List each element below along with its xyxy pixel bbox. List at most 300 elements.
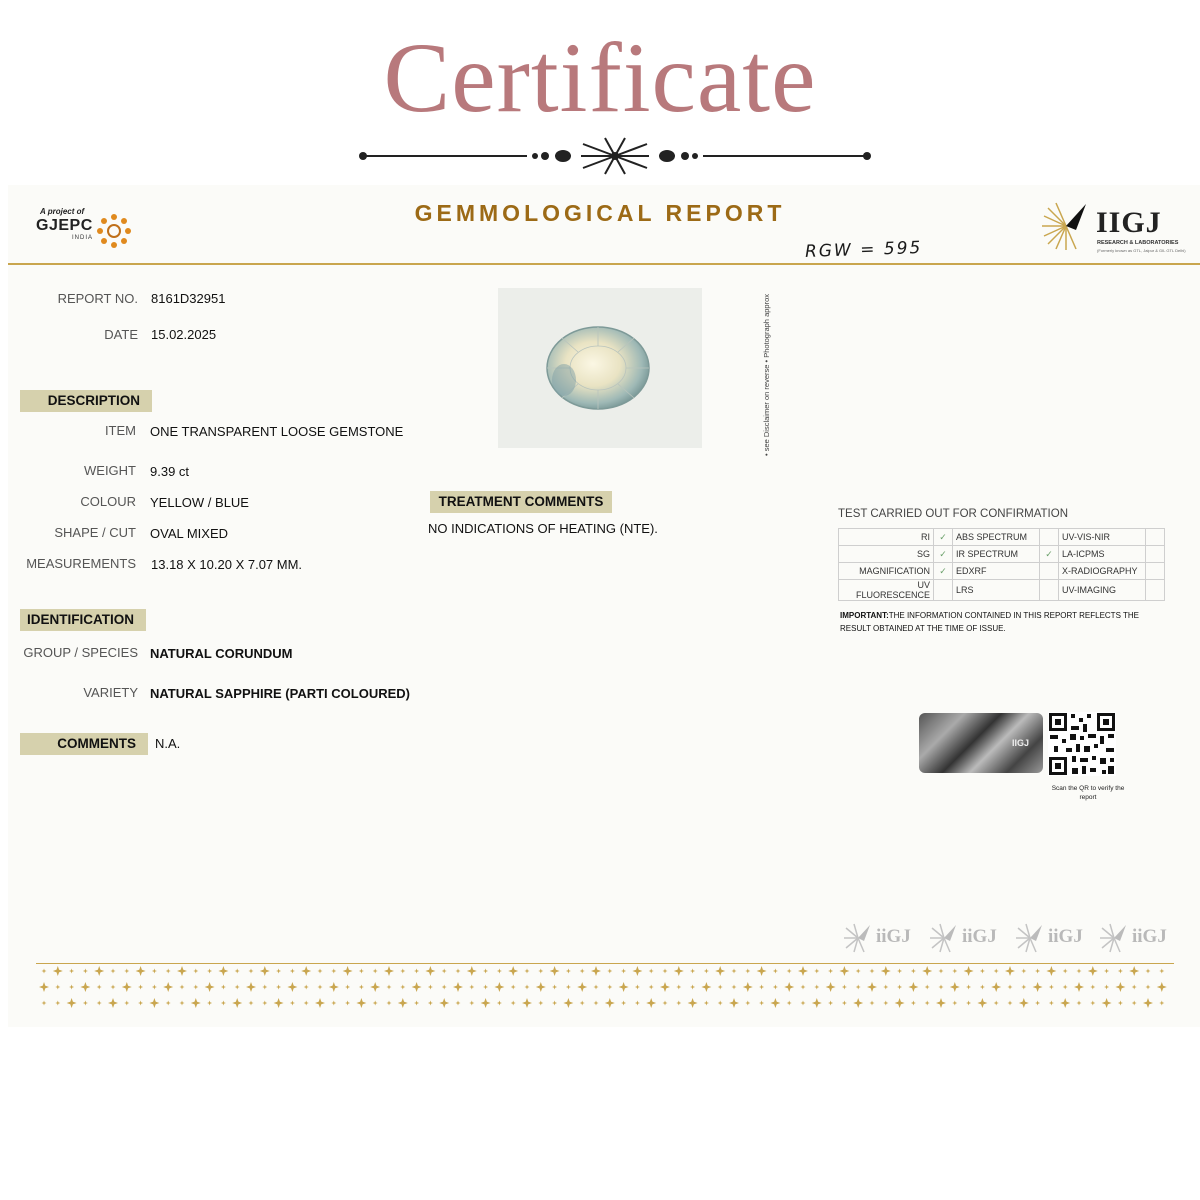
star-ornament [552, 1001, 557, 1006]
star-ornament [1104, 969, 1109, 974]
star-ornament [453, 982, 463, 992]
star-ornament [55, 1001, 60, 1006]
gemstone-photo-frame [498, 288, 702, 448]
star-ornament [826, 982, 836, 992]
star-ornament [494, 982, 504, 992]
star-ornament [69, 985, 74, 990]
star-ornament [1074, 982, 1084, 992]
star-ornament [163, 982, 173, 992]
star-ornament [456, 1001, 461, 1006]
test-name: MAGNIFICATION [839, 563, 934, 580]
star-ornament [745, 969, 750, 974]
watermark-text: iiGJ [1132, 926, 1167, 947]
star-ornament [649, 969, 654, 974]
star-ornament [1046, 966, 1056, 976]
qr-code[interactable] [1048, 712, 1116, 776]
star-ornament [152, 985, 157, 990]
star-ornament [1132, 985, 1137, 990]
star-ornament [345, 1001, 350, 1006]
identification-heading: IDENTIFICATION [20, 609, 146, 631]
test-name: LA-ICPMS [1059, 546, 1146, 563]
star-ornament [249, 1001, 254, 1006]
star-ornament [897, 985, 902, 990]
tests-row [839, 563, 1165, 580]
star-ornament [467, 966, 477, 976]
star-ornament [663, 1001, 668, 1006]
star-ornament [39, 982, 49, 992]
star-ornament [856, 985, 861, 990]
star-ornament [412, 982, 422, 992]
star-ornament [1118, 969, 1123, 974]
star-ornament [193, 969, 198, 974]
star-ornament [287, 982, 297, 992]
star-ornament [232, 998, 242, 1008]
star-ornament [1005, 966, 1015, 976]
star-ornament [1132, 1001, 1137, 1006]
watermark-logo [1014, 922, 1092, 956]
star-ornament [1019, 998, 1029, 1008]
group-species-value: NATURAL CORUNDUM [150, 646, 293, 661]
star-ornament [897, 969, 902, 974]
iigj-former-name: (Formerly known as GTL, Jaipur & GIL GTL Delhi) [1097, 248, 1186, 253]
star-ornament [108, 998, 118, 1008]
star-ornament [704, 1001, 709, 1006]
star-ornament [621, 969, 626, 974]
star-ornament [715, 966, 725, 976]
star-ornament [870, 1001, 875, 1006]
star-ornament [442, 969, 447, 974]
star-ornament [925, 1001, 930, 1006]
star-ornament [538, 1001, 543, 1006]
star-ornament [1088, 966, 1098, 976]
star-ornament [550, 966, 560, 976]
star-ornament [607, 969, 612, 974]
star-ornament [690, 969, 695, 974]
star-ornament [787, 969, 792, 974]
star-ornament [262, 985, 267, 990]
star-ornament [952, 1001, 957, 1006]
star-ornament [1049, 985, 1054, 990]
star-ornament [980, 985, 985, 990]
test-name: UV FLUORESCENCE [839, 580, 934, 601]
star-ornament [759, 1001, 764, 1006]
star-ornament [329, 982, 339, 992]
treatment-value: NO INDICATIONS OF HEATING (NTE). [428, 521, 658, 536]
star-ornament [442, 985, 447, 990]
test-name: EDXRF [953, 563, 1040, 580]
treatment-heading: TREATMENT COMMENTS [430, 491, 612, 513]
star-ornament [895, 998, 905, 1008]
star-ornament [1049, 1001, 1054, 1006]
star-ornament [414, 969, 419, 974]
star-ornament [235, 985, 240, 990]
test-name: X-RADIOGRAPHY [1059, 563, 1146, 580]
star-ornament [42, 969, 47, 974]
star-ornament [400, 969, 405, 974]
star-ornament [80, 982, 90, 992]
star-ornament [660, 982, 670, 992]
star-ornament [649, 985, 654, 990]
star-ornament [425, 966, 435, 976]
star-ornament [400, 985, 405, 990]
star-ornament [83, 1001, 88, 1006]
star-ornament [414, 1001, 419, 1006]
star-ornament [111, 985, 116, 990]
star-ornament [812, 998, 822, 1008]
star-ornament [1008, 985, 1013, 990]
star-ornament [994, 969, 999, 974]
star-ornament [966, 1001, 971, 1006]
star-ornament [801, 985, 806, 990]
star-ornament [883, 1001, 888, 1006]
colour-value: YELLOW / BLUE [150, 495, 249, 510]
star-ornament [1090, 1001, 1095, 1006]
star-ornament [304, 985, 309, 990]
star-ornament [398, 998, 408, 1008]
colour-label: COLOUR [80, 494, 136, 509]
star-ornament [331, 969, 336, 974]
star-ornament [1118, 1001, 1123, 1006]
variety-label: VARIETY [83, 685, 138, 700]
star-ornament [387, 1001, 392, 1006]
star-ornament [939, 985, 944, 990]
star-ornament [619, 982, 629, 992]
star-ornament [594, 985, 599, 990]
star-ornament [508, 966, 518, 976]
star-ornament [246, 982, 256, 992]
star-ornament [221, 1001, 226, 1006]
footer-divider [36, 963, 1174, 964]
star-ornament [980, 969, 985, 974]
star-ornament [676, 1001, 681, 1006]
date-label: DATE [104, 327, 138, 342]
star-ornament [635, 985, 640, 990]
star-ornament [359, 969, 364, 974]
star-ornament [136, 966, 146, 976]
star-ornament [718, 985, 723, 990]
iigj-subtitle: RESEARCH & LABORATORIES [1097, 240, 1179, 246]
star-ornament [1157, 982, 1167, 992]
star-ornament [994, 1001, 999, 1006]
item-label: ITEM [104, 423, 136, 438]
star-ornament [939, 969, 944, 974]
star-ornament [977, 998, 987, 1008]
shape-cut-value: OVAL MIXED [150, 526, 229, 541]
check-icon [1040, 580, 1059, 601]
test-name: RI [839, 529, 934, 546]
weight-value: 9.39 ct [150, 464, 190, 479]
star-ornament [221, 985, 226, 990]
star-ornament [870, 969, 875, 974]
check-icon: ✓ [934, 529, 953, 546]
star-ornament [97, 985, 102, 990]
star-ornament [674, 966, 684, 976]
star-ornament [124, 1001, 129, 1006]
star-ornament [180, 1001, 185, 1006]
star-ornament [770, 998, 780, 1008]
star-ornament [138, 985, 143, 990]
star-ornament [177, 966, 187, 976]
star-ornament [481, 998, 491, 1008]
watermark-logo [1098, 922, 1176, 956]
star-ornament [111, 969, 116, 974]
star-ornament [566, 985, 571, 990]
important-text: THE INFORMATION CONTAINED IN THIS REPORT REFLECTS THE RESULT OBTAINED AT THE TIME OF ISSUE. [840, 611, 1139, 633]
star-ornament [814, 969, 819, 974]
star-ornament [207, 1001, 212, 1006]
gjepc-project-label: A project of [40, 207, 85, 216]
star-ornament [55, 985, 60, 990]
star-ornament [205, 982, 215, 992]
check-icon: ✓ [934, 546, 953, 563]
star-ornament [839, 966, 849, 976]
watermark-icon [928, 922, 960, 954]
star-ornament [1146, 985, 1151, 990]
star-ornament [260, 966, 270, 976]
star-ornament [925, 985, 930, 990]
watermark-icon [1014, 922, 1046, 954]
star-ornament [577, 982, 587, 992]
star-ornament [249, 969, 254, 974]
star-ornament [966, 985, 971, 990]
star-ornament [690, 985, 695, 990]
star-ornament [663, 969, 668, 974]
star-ornament [373, 1001, 378, 1006]
star-ornament [483, 985, 488, 990]
star-ornament [522, 998, 532, 1008]
star-ornament [318, 985, 323, 990]
star-ornament [621, 1001, 626, 1006]
star-ornament [1146, 969, 1151, 974]
star-ornament [456, 969, 461, 974]
star-ornament [525, 985, 530, 990]
watermark-text: iiGJ [962, 926, 997, 947]
star-ornament [1115, 982, 1125, 992]
star-ornament [1104, 985, 1109, 990]
star-ornament [856, 969, 861, 974]
star-ornament [801, 1001, 806, 1006]
test-name: ABS SPECTRUM [953, 529, 1040, 546]
star-ornament [1035, 969, 1040, 974]
star-ornament [483, 969, 488, 974]
check-icon [934, 580, 953, 601]
star-ornament [373, 969, 378, 974]
star-ornament [301, 966, 311, 976]
star-ornament [97, 1001, 102, 1006]
star-ornament [743, 982, 753, 992]
check-icon [1146, 546, 1165, 563]
description-heading: DESCRIPTION [20, 390, 152, 412]
star-ornament [773, 969, 778, 974]
star-ornament [428, 985, 433, 990]
star-ornament [384, 966, 394, 976]
star-ornament [345, 985, 350, 990]
star-ornament [276, 969, 281, 974]
star-ornament [908, 982, 918, 992]
star-ornament [53, 966, 63, 976]
iigj-logo-icon [1040, 200, 1092, 252]
star-ornament [1102, 998, 1112, 1008]
star-ornament [757, 966, 767, 976]
test-name: IR SPECTRUM [953, 546, 1040, 563]
star-ornament [276, 985, 281, 990]
star-ornament [842, 1001, 847, 1006]
star-ornament [991, 982, 1001, 992]
tests-row [839, 546, 1165, 563]
photo-disclaimer: • see Disclaimer on reverse • Photograph approx [762, 294, 771, 456]
star-ornament [922, 966, 932, 976]
star-ornament [235, 969, 240, 974]
comments-heading: COMMENTS [20, 733, 148, 755]
star-ornament [828, 969, 833, 974]
check-icon [1146, 580, 1165, 601]
star-ornament [732, 985, 737, 990]
star-ornament [787, 1001, 792, 1006]
star-ornament [881, 966, 891, 976]
gemstone-photo [498, 288, 702, 448]
report-title: GEMMOLOGICAL REPORT [414, 200, 786, 226]
star-ornament [69, 969, 74, 974]
star-ornament [911, 1001, 916, 1006]
qr-caption: Scan the QR to verify the report [1051, 785, 1125, 801]
star-ornament [607, 985, 612, 990]
star-ornament [166, 969, 171, 974]
test-name: LRS [953, 580, 1040, 601]
star-ornament [842, 985, 847, 990]
star-ornament [632, 966, 642, 976]
star-ornament [950, 982, 960, 992]
star-ornament [1143, 998, 1153, 1008]
test-name: SG [839, 546, 934, 563]
important-label: IMPORTANT: [840, 611, 889, 620]
star-ornament [784, 982, 794, 992]
star-ornament [469, 1001, 474, 1006]
star-ornament [773, 985, 778, 990]
check-icon [1146, 563, 1165, 580]
star-ornament [343, 966, 353, 976]
star-ornament [1063, 985, 1068, 990]
check-icon [1040, 563, 1059, 580]
star-ornament [1060, 998, 1070, 1008]
star-ornament [94, 966, 104, 976]
certificate-title: Certificate [383, 22, 817, 133]
star-ornament [359, 985, 364, 990]
star-ornament [1159, 1001, 1164, 1006]
star-ornament [152, 969, 157, 974]
star-ornament [138, 1001, 143, 1006]
star-ornament [207, 969, 212, 974]
star-ornament [718, 1001, 723, 1006]
star-ornament [331, 1001, 336, 1006]
star-ornament [497, 1001, 502, 1006]
check-icon: ✓ [934, 563, 953, 580]
watermark-icon [842, 922, 874, 954]
star-ornament [867, 982, 877, 992]
star-ornament [191, 998, 201, 1008]
watermark-logo [842, 922, 920, 956]
star-ornament [469, 985, 474, 990]
star-ornament [1159, 969, 1164, 974]
hologram-text: IIGJ [1012, 738, 1030, 748]
watermark-text: iiGJ [1048, 926, 1083, 947]
star-ornament [1063, 969, 1068, 974]
star-ornament [370, 982, 380, 992]
star-ornament [1033, 982, 1043, 992]
watermark-logo [928, 922, 1006, 956]
star-ornament [964, 966, 974, 976]
gjepc-logo-icon [96, 213, 132, 249]
test-name: UV-IMAGING [1059, 580, 1146, 601]
star-ornament [290, 969, 295, 974]
star-ornament [580, 1001, 585, 1006]
star-ornament [745, 1001, 750, 1006]
star-ornament [511, 1001, 516, 1006]
star-ornament [605, 998, 615, 1008]
gjepc-logo-text: GJEPC [36, 217, 93, 234]
star-ornament [42, 1001, 47, 1006]
star-ornament [594, 1001, 599, 1006]
variety-value: NATURAL SAPPHIRE (PARTI COLOURED) [150, 686, 410, 701]
star-ornament [304, 1001, 309, 1006]
iigj-logo-text: IIGJ [1096, 206, 1162, 239]
star-ornament [798, 966, 808, 976]
report-no-value: 8161D32951 [151, 291, 226, 306]
star-ornament [580, 969, 585, 974]
star-ornament [1077, 1001, 1082, 1006]
handwritten-note: RGW = 595 [804, 237, 923, 263]
star-ornament [936, 998, 946, 1008]
star-ornament [193, 985, 198, 990]
star-ornament [387, 985, 392, 990]
check-icon: ✓ [1040, 546, 1059, 563]
watermark-text: iiGJ [876, 926, 911, 947]
star-ornament [883, 985, 888, 990]
watermark-icon [1098, 922, 1130, 954]
star-ornament [1090, 985, 1095, 990]
ornament-divider [355, 136, 875, 176]
star-ornament [828, 1001, 833, 1006]
star-ornament [497, 969, 502, 974]
star-ornament [356, 998, 366, 1008]
comments-value: N.A. [155, 736, 181, 751]
star-ornament [635, 1001, 640, 1006]
star-ornament [729, 998, 739, 1008]
star-ornament [1008, 1001, 1013, 1006]
star-ornament [180, 985, 185, 990]
star-ornament [318, 969, 323, 974]
check-icon [1146, 529, 1165, 546]
star-ornament [149, 998, 159, 1008]
report-no-label: REPORT NO. [57, 291, 138, 306]
star-ornament [701, 982, 711, 992]
star-ornament [676, 985, 681, 990]
star-ornament [218, 966, 228, 976]
star-ornament [428, 1001, 433, 1006]
star-ornament [511, 985, 516, 990]
star-ornament [1035, 1001, 1040, 1006]
star-ornament [262, 1001, 267, 1006]
tests-row [839, 580, 1165, 601]
star-ornament [646, 998, 656, 1008]
star-ornament [591, 966, 601, 976]
tests-table [838, 528, 1165, 601]
star-ornament [759, 985, 764, 990]
star-ornament [853, 998, 863, 1008]
star-ornament [274, 998, 284, 1008]
tests-title: TEST CARRIED OUT FOR CONFIRMATION [838, 508, 1069, 520]
weight-label: WEIGHT [84, 463, 136, 478]
group-species-label: GROUP / SPECIES [23, 645, 138, 660]
